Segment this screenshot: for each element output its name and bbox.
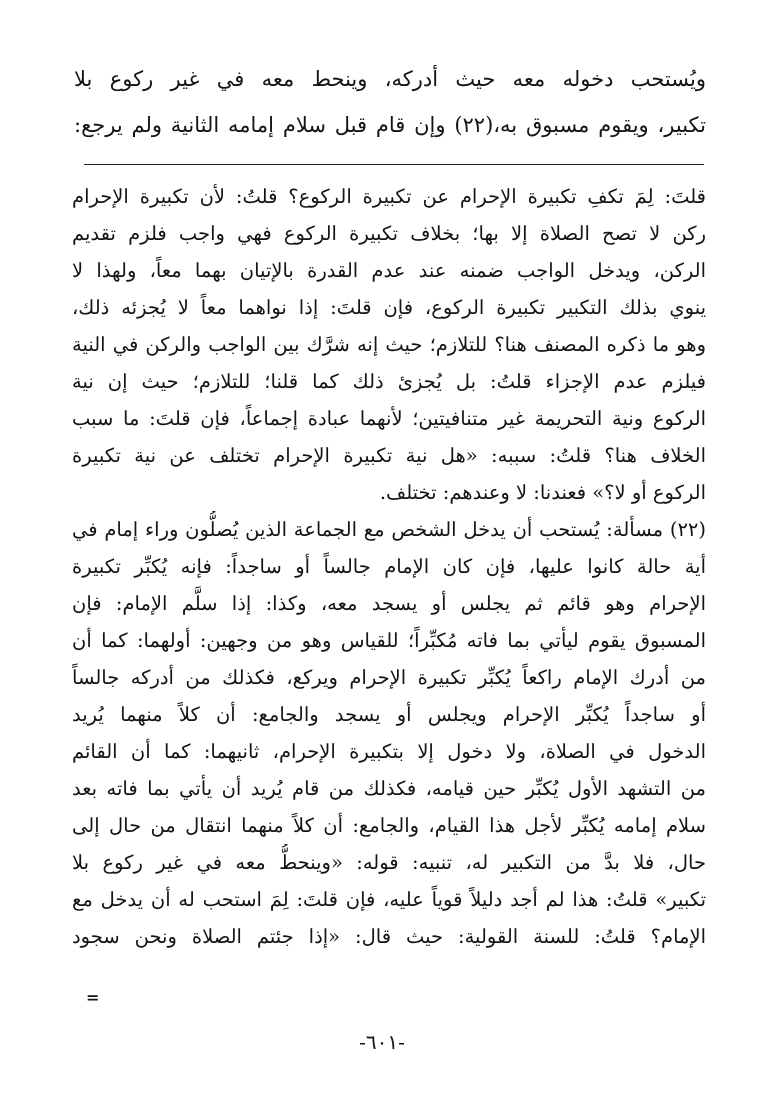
footnote-line: الإحرام وهو قائم ثم يجلس أو يسجد معه، وكذا: إذا سلَّم الإمام: فإن — [72, 592, 706, 615]
main-text-line: تكبير، ويقوم مسبوق به،(٢٢) وإن قام قبل سلام إمامه الثانية ولم يرجع: — [74, 113, 706, 137]
footnote-line: أية حالة كانوا عليها، فإن كان الإمام جالساً أو ساجداً: فإنه يُكبِّر تكبيرة — [72, 555, 706, 578]
footnote-line: الدخول في الصلاة، ولا دخول إلا بتكبيرة الإحرام، ثانيهما: كما أن القائم — [72, 740, 706, 763]
footnote-line: وهو ما ذكره المصنف هنا؟ للتلازم؛ حيث إنه شرَّك بين الواجب والركن في النية — [72, 333, 706, 356]
page-number: -٦٠١- — [359, 1030, 405, 1054]
footnote-line: من أدرك الإمام راكعاً يُكبِّر تكبيرة الإحرام ويركع، فكذلك من أدركه جالساً — [72, 666, 706, 689]
footnote-line: حال، فلا بدَّ من التكبير له، تنبيه: قوله: «وينحطُّ معه في غير ركوع بلا — [72, 851, 706, 874]
footnote-line: الركن، ويدخل الواجب ضمنه عند عدم القدرة بالإتيان بهما معاً، ولهذا لا — [72, 259, 706, 282]
main-text — [74, 56, 706, 148]
footnote-line: ركن لا تصح الصلاة إلا بها؛ بخلاف تكبيرة الركوع فهي واجب فلزم تقديم — [72, 222, 706, 245]
footnote-line: المسبوق يقوم ليأتي بما فاته مُكبِّراً؛ للقياس وهو من وجهين: أولهما: كما أن — [72, 629, 706, 652]
footnote-line: الركوع ونية التحريمة غير متنافيتين؛ لأنهما عبادة إجماعاً، فإن قلتَ: ما سبب — [72, 407, 706, 430]
footnote-line: (٢٢) مسألة: يُستحب أن يدخل الشخص مع الجماعة الذين يُصلُّون وراء إمام في — [72, 518, 706, 541]
footnote-line: من التشهد الأول يُكبِّر حين قيامه، فكذلك من قام يُريد أن يأتي بما فاته بعد — [72, 777, 706, 800]
footnote-line: سلام إمامه يُكبِّر لأجل هذا القيام، والجامع: أن كلاً منهما انتقال من حال إلى — [72, 814, 706, 837]
main-text-line: ويُستحب دخوله معه حيث أدركه، وينحط معه في غير ركوع بلا — [74, 67, 706, 91]
footnote-line: الإمام؟ قلتُ: للسنة القولية: حيث قال: «إذا جئتم الصلاة ونحن سجود — [72, 925, 706, 948]
footnote-line: فيلزم عدم الإجزاء قلتُ: بل يُجزئ ذلك كما قلنا؛ للتلازم؛ حيث إن نية — [72, 370, 706, 393]
footnote-line: الخلاف هنا؟ قلتُ: سببه: «هل نية تكبيرة الإحرام تختلف عن نية تكبيرة — [72, 444, 706, 467]
footnote-line: تكبير» قلتُ: هذا لم أجد دليلاً قوياً عليه، فإن قلتَ: لِمَ استحب له أن يدخل مع — [72, 888, 706, 911]
footnote-divider — [84, 164, 704, 165]
footnote-line: الركوع أو لا؟» فعندنا: لا وعندهم: تختلف. — [379, 481, 706, 504]
footnotes — [72, 178, 706, 955]
footnote-line: أو ساجداً يُكبِّر الإحرام ويجلس أو يسجد والجامع: أن كلاً منهما يُريد — [72, 703, 706, 726]
footnote-line: ينوي بذلك التكبير تكبيرة الركوع، فإن قلتَ: إذا نواهما معاً لا يُجزئه ذلك، — [72, 296, 706, 319]
continuation-mark: = — [86, 988, 100, 1007]
footnote-line: قلتَ: لِمَ تكفِ تكبيرة الإحرام عن تكبيرة الركوع؟ قلتُ: لأن تكبيرة الإحرام — [72, 185, 706, 208]
